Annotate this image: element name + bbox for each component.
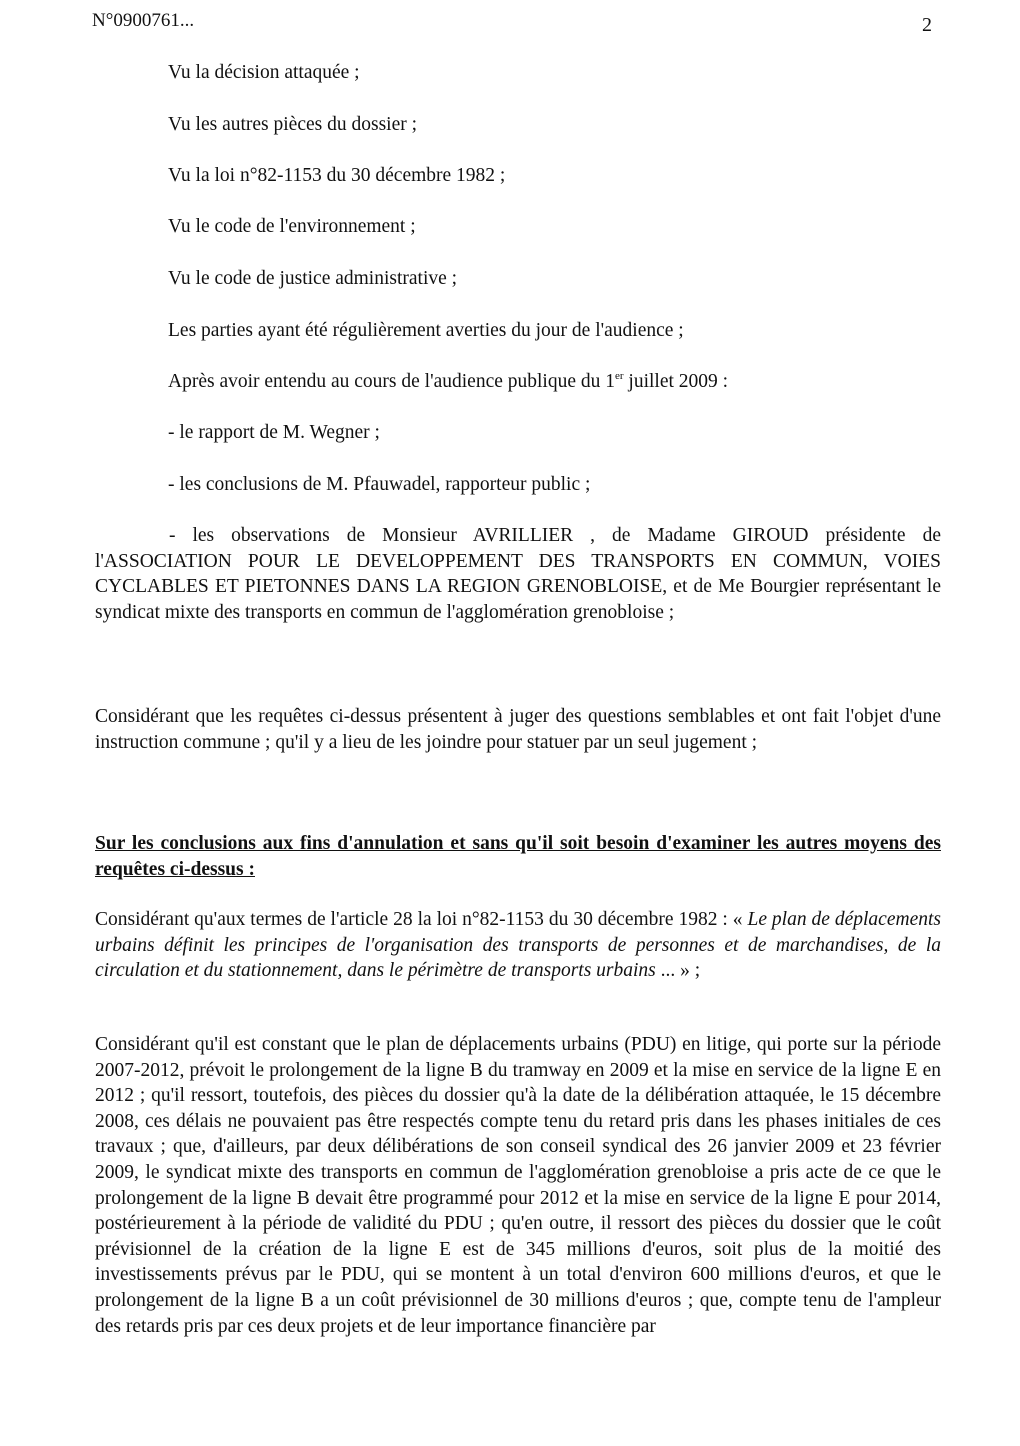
visa-loi: Vu la loi n°82-1153 du 30 décembre 1982 ; xyxy=(168,165,506,186)
section-heading: Sur les conclusions aux fins d'annulation et sans qu'il soit besoin d'examiner les autres moyens des requêtes ci-dessus : xyxy=(95,833,941,880)
case-number: N°0900761... xyxy=(92,10,195,31)
visa-code-environnement: Vu le code de l'environnement ; xyxy=(168,216,416,237)
hearing-conclusions: - les conclusions de M. Pfauwadel, rapporteur public ; xyxy=(168,474,591,495)
hearing-observations: - les observations de Monsieur AVRILLIER , de Madame GIROUD présidente de l'ASSOCIATION POUR LE DEVELOPPEMENT DES TRANSPORTS EN COMMUN, VOIES CYCLABLES ET PIETONNES DANS LA REGION GRENOBLOISE, et de Me Bourgier représentant le syndicat mixte des transports en commun de l'agglomération grenobloise ; xyxy=(95,525,941,623)
page-number: 2 xyxy=(922,14,932,36)
visa-pieces: Vu les autres pièces du dossier ; xyxy=(168,114,418,135)
visa-decision: Vu la décision attaquée ; xyxy=(168,62,360,83)
considerant-jonction: Considérant que les requêtes ci-dessus présentent à juger des questions semblables et ont fait l'objet d'une instruction commune ; qu'il y a lieu de les joindre pour statuer par un seul jugement ; xyxy=(95,706,941,753)
hearing-intro: Après avoir entendu au cours de l'audience publique du 1er juillet 2009 : xyxy=(168,370,729,392)
visa-code-justice: Vu le code de justice administrative ; xyxy=(168,268,458,289)
considerant-pdu: Considérant qu'il est constant que le plan de déplacements urbains (PDU) en litige, qui porte sur la période 2007-2012, prévoit le prolongement de la ligne B du tramway en 2009 et la mise en service de la ligne E en 2012 ; qu'il ressort, toutefois, des pièces du dossier qu'à la date de la délibération attaquée, le 15 décembre 2008, ces délais ne pouvaient pas être respectés compte tenu du retard pris dans les phases initiales de ces travaux ; que, d'ailleurs, par deux délibérations de son conseil syndical des 26 janvier 2009 et 23 février 2009, le syndicat mixte des transports en commun de l'agglomération grenobloise a pris acte de ce que le prolongement de la ligne B devait être programmé pour 2012 et la mise en service de la ligne E pour 2014, postérieurement à la période de validité du PDU ; qu'en outre, il ressort des pièces du dossier que le coût prévisionnel de la création de la ligne E est de 345 millions d'euros, soit plus de la moitié des investissements prévus par le PDU, qui se montent à un total d'environ 600 millions d'euros, et que le prolongement de la ligne B a un coût prévisionnel de 30 millions d'euros ; que, compte tenu de l'ampleur des retards pris par ces deux projets et de leur importance financière par xyxy=(95,1034,941,1337)
considerant-article: Considérant qu'aux termes de l'article 28 la loi n°82-1153 du 30 décembre 1982 : « Le plan de déplacements urbains définit les principes de l'organisation des transports de personnes et de marchandises, de la circulation et du stationnement, dans le périmètre de transports urbains ... » ; xyxy=(95,909,941,982)
hearing-rapport: - le rapport de M. Wegner ; xyxy=(168,422,380,443)
visa-parties: Les parties ayant été régulièrement averties du jour de l'audience ; xyxy=(168,320,684,341)
